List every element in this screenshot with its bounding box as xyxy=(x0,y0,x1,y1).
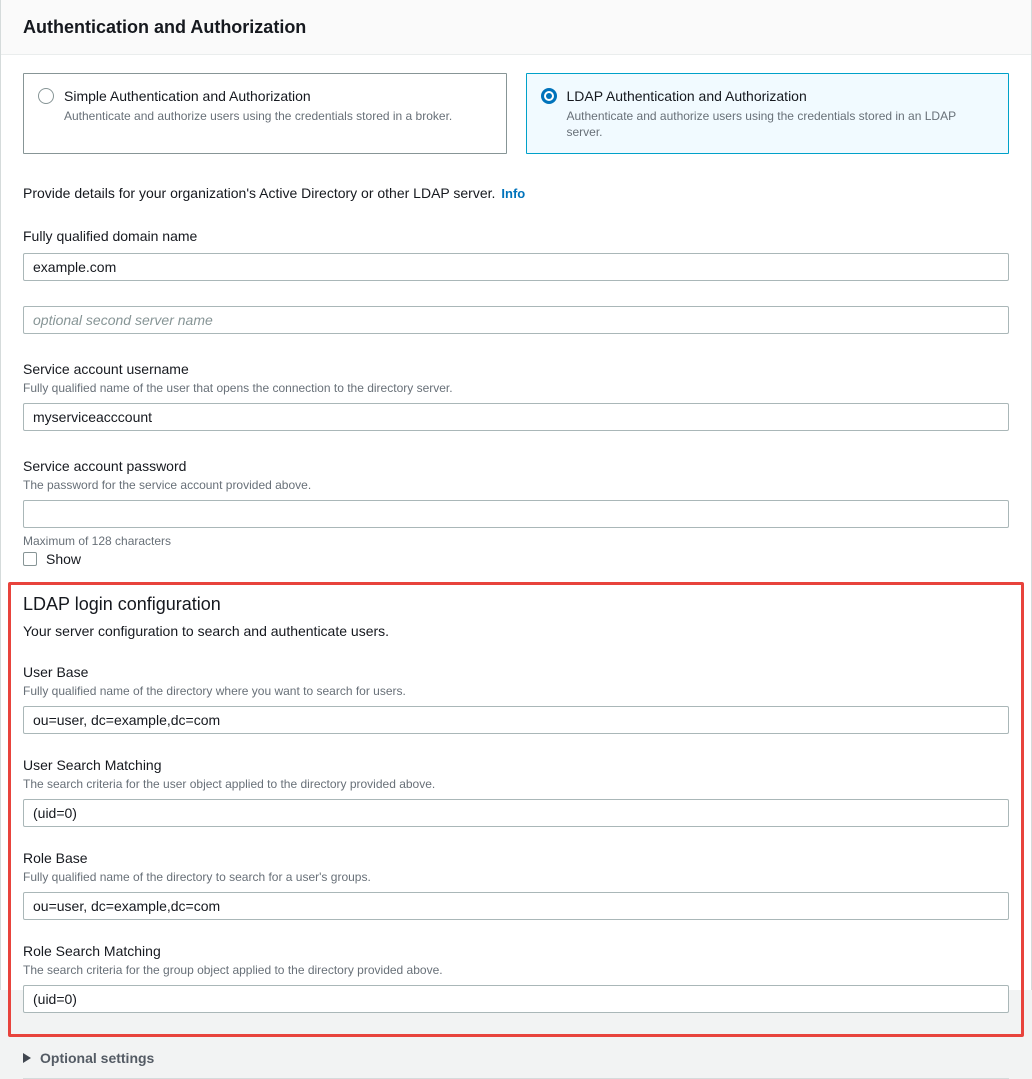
user-search-matching-description: The search criteria for the user object applied to the directory provided above. xyxy=(23,777,436,791)
panel-content xyxy=(1,55,1031,1079)
second-server-input[interactable] xyxy=(23,306,1009,334)
panel-title: Authentication and Authorization xyxy=(23,17,307,37)
user-base-label: User Base xyxy=(23,664,89,680)
optional-settings-label: Optional settings xyxy=(40,1050,155,1066)
fqdn-input[interactable] xyxy=(23,253,1009,281)
service-username-label: Service account username xyxy=(23,361,189,377)
show-password-label: Show xyxy=(46,551,82,567)
field-role-base xyxy=(23,848,1009,920)
role-base-input[interactable] xyxy=(23,892,1009,920)
field-user-search-matching xyxy=(23,755,1009,827)
field-user-base xyxy=(23,662,1009,734)
field-fqdn xyxy=(23,226,1009,281)
field-role-search-matching xyxy=(23,941,1009,1013)
service-password-description: The password for the service account provided above. xyxy=(23,478,312,492)
fqdn-label: Fully qualified domain name xyxy=(23,228,198,244)
login-config-subtitle: Your server configuration to search and authenticate users. xyxy=(23,623,390,639)
radio-checked-icon[interactable] xyxy=(541,88,557,104)
field-second-server xyxy=(23,306,1009,334)
ldap-intro-text xyxy=(23,183,1009,204)
expand-caret-icon xyxy=(23,1053,31,1063)
service-password-label: Service account password xyxy=(23,458,187,474)
panel-header xyxy=(1,0,1031,55)
user-search-matching-input[interactable] xyxy=(23,799,1009,827)
login-config-heading: LDAP login configuration xyxy=(23,594,221,614)
info-link[interactable]: Info xyxy=(501,186,526,201)
card-simple-label: Simple Authentication and Authorization xyxy=(64,88,311,104)
role-search-matching-input[interactable] xyxy=(23,985,1009,1013)
service-username-description: Fully qualified name of the user that opens the connection to the directory server. xyxy=(23,381,453,395)
checkbox-unchecked-icon[interactable] xyxy=(23,552,37,566)
user-base-description: Fully qualified name of the directory where you want to search for users. xyxy=(23,684,406,698)
role-base-label: Role Base xyxy=(23,850,88,866)
card-ldap-authentication[interactable] xyxy=(526,73,1010,154)
user-base-input[interactable] xyxy=(23,706,1009,734)
card-simple-authentication[interactable] xyxy=(23,73,507,154)
ldap-login-configuration-section xyxy=(8,582,1024,1037)
role-search-matching-description: The search criteria for the group object applied to the directory provided above. xyxy=(23,963,443,977)
intro-text: Provide details for your organization's Active Directory or other LDAP server. xyxy=(23,185,496,201)
field-service-account-username xyxy=(23,359,1009,431)
field-service-account-password xyxy=(23,456,1009,567)
role-base-description: Fully qualified name of the directory to search for a user's groups. xyxy=(23,870,371,884)
card-ldap-label: LDAP Authentication and Authorization xyxy=(566,88,807,104)
service-password-input[interactable] xyxy=(23,500,1009,528)
user-search-matching-label: User Search Matching xyxy=(23,757,162,773)
radio-unchecked-icon[interactable] xyxy=(38,88,54,104)
role-search-matching-label: Role Search Matching xyxy=(23,943,161,959)
show-password-row[interactable] xyxy=(23,551,1009,567)
auth-method-cards xyxy=(23,73,1009,154)
service-username-input[interactable] xyxy=(23,403,1009,431)
card-simple-description: Authenticate and authorize users using the credentials stored in a broker. xyxy=(64,109,453,123)
optional-settings-toggle[interactable] xyxy=(23,1037,1009,1078)
card-ldap-description: Authenticate and authorize users using the credentials stored in an LDAP server. xyxy=(566,109,956,139)
password-constraint-text: Maximum of 128 characters xyxy=(23,534,172,548)
